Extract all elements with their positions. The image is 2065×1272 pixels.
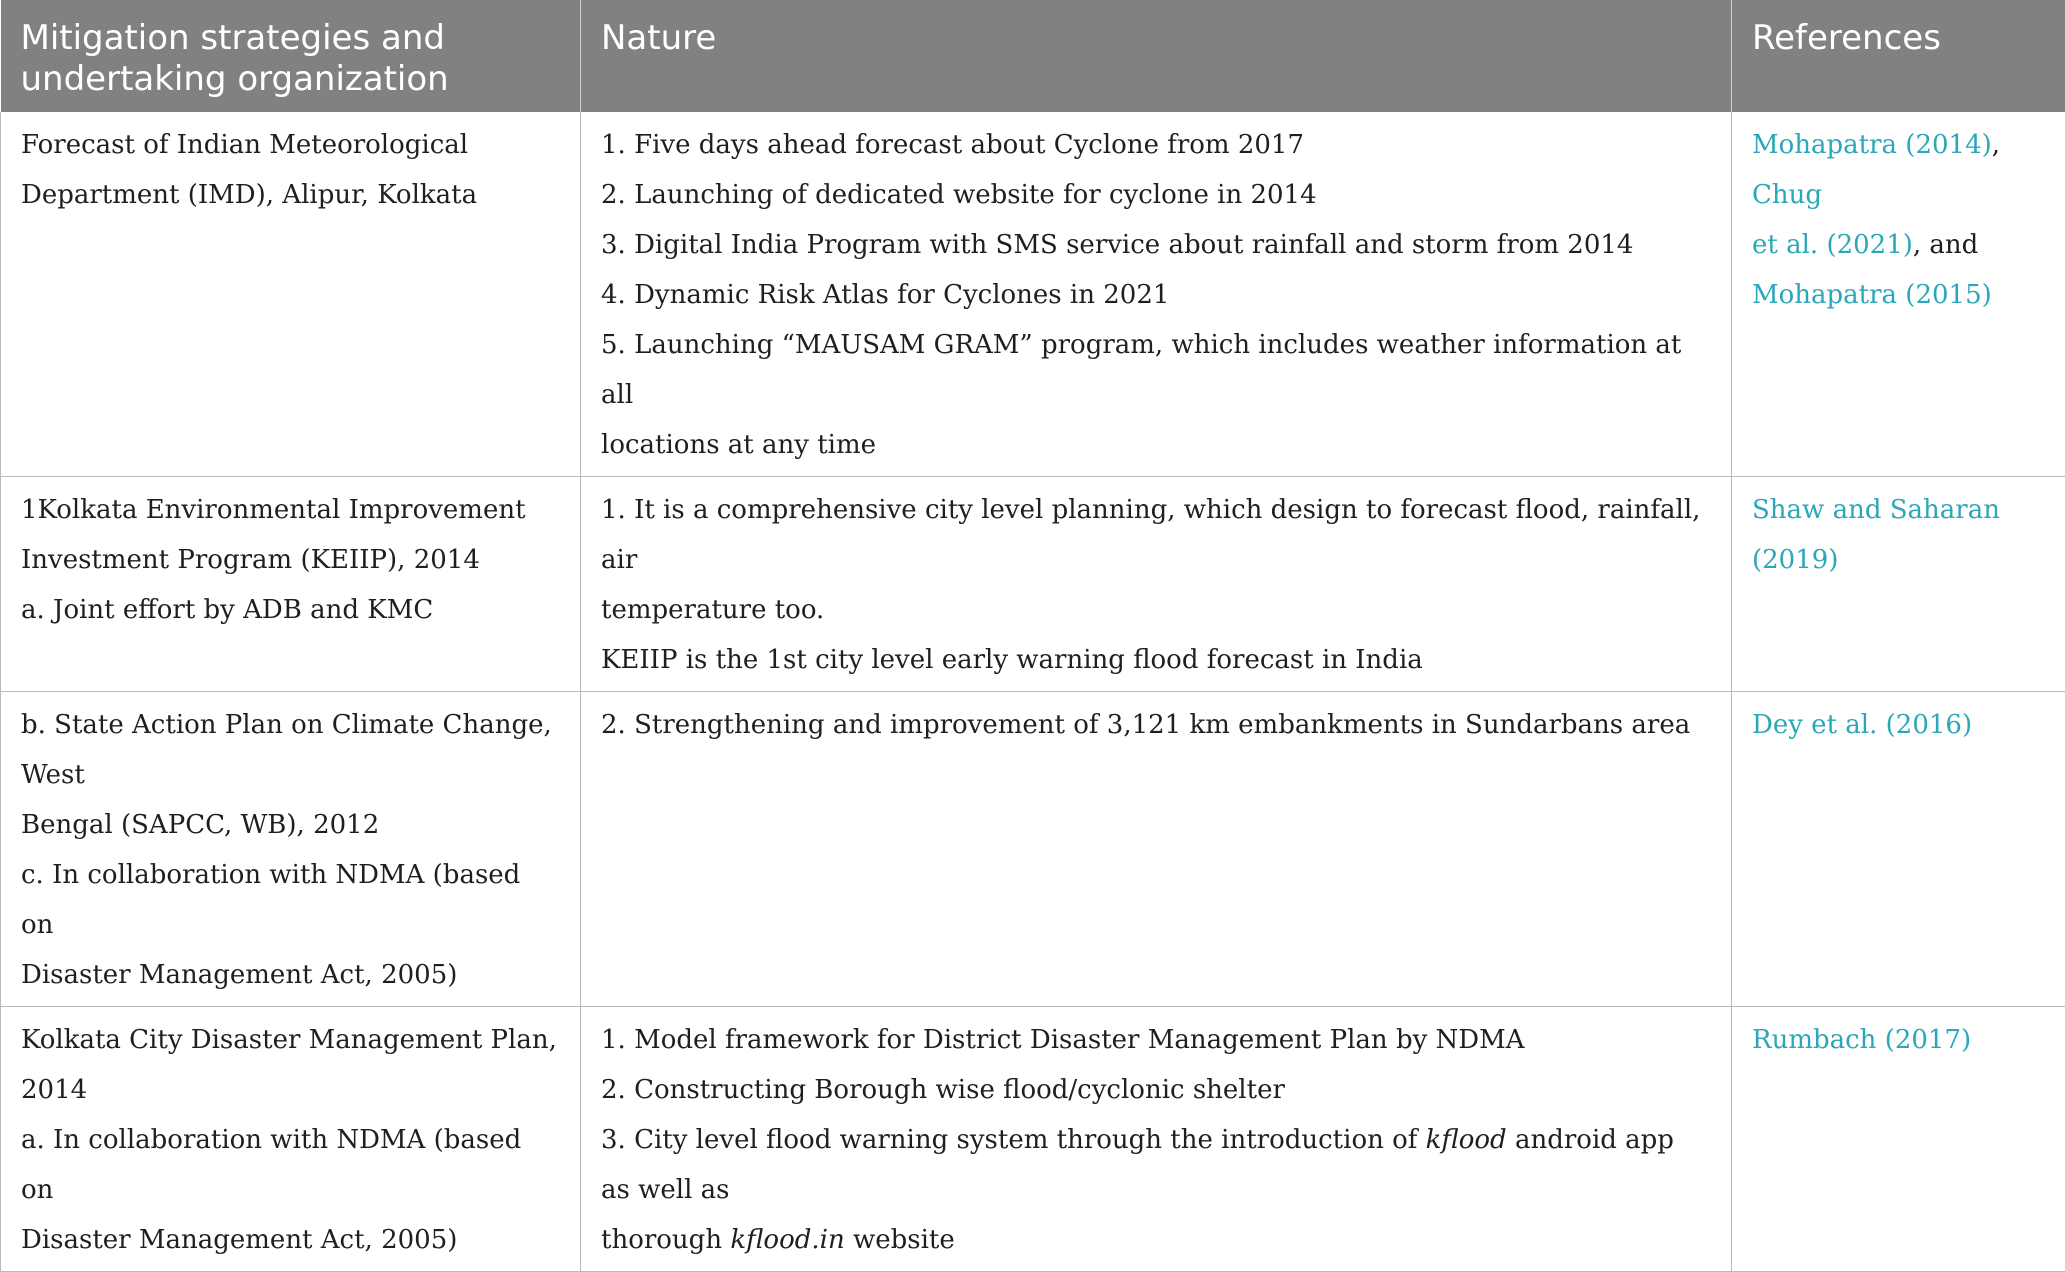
reference-link[interactable]: (2019) [1752, 545, 1838, 575]
nature-text: website [845, 1225, 955, 1255]
strategy-text: 1Kolkata Environmental Improvement [21, 485, 560, 535]
reference-link[interactable]: Dey et al. (2016) [1752, 710, 1972, 740]
header-references: References [1732, 0, 2065, 112]
strategy-text: Forecast of Indian Meteorological [21, 120, 560, 170]
nature-text: locations at any time [601, 420, 1711, 470]
strategy-text: c. In collaboration with NDMA (based on [21, 850, 560, 950]
nature-text-line [601, 1115, 1711, 1215]
strategy-cell [1, 477, 581, 692]
reference-separator: , and [1913, 230, 1978, 260]
strategy-cell [1, 1007, 581, 1272]
strategy-text: Disaster Management Act, 2005) [21, 950, 560, 1000]
table-row [1, 477, 2065, 692]
nature-text: 4. Dynamic Risk Atlas for Cyclones in 2021 [601, 270, 1711, 320]
nature-text: 2. Strengthening and improvement of 3,121 km embankments in Sundarbans area [601, 700, 1711, 750]
reference-separator: , [1992, 130, 2000, 160]
nature-cell [581, 112, 1732, 477]
nature-emphasis: kflood.in [730, 1225, 844, 1255]
nature-emphasis: kflood [1426, 1125, 1507, 1155]
references-cell [1732, 1007, 2065, 1272]
strategy-text: a. Joint effort by ADB and KMC [21, 585, 560, 635]
nature-text: 1. Model framework for District Disaster Management Plan by NDMA [601, 1015, 1711, 1065]
nature-text: 3. City level flood warning system through the introduction of [601, 1125, 1426, 1155]
table-header [1, 0, 2065, 112]
nature-text: temperature too. [601, 585, 1711, 635]
table-row [1, 112, 2065, 477]
strategy-text: Kolkata City Disaster Management Plan, 2014 [21, 1015, 560, 1115]
nature-text: 1. It is a comprehensive city level planning, which design to forecast flood, rainfall, air [601, 485, 1711, 585]
nature-text: 2. Launching of dedicated website for cyclone in 2014 [601, 170, 1711, 220]
nature-text-line [601, 1215, 1711, 1265]
strategy-text: b. State Action Plan on Climate Change, West [21, 700, 560, 800]
nature-cell [581, 692, 1732, 1007]
reference-link[interactable]: Shaw and Saharan [1752, 495, 2000, 525]
nature-text: 1. Five days ahead forecast about Cyclone from 2017 [601, 120, 1711, 170]
strategy-text: Investment Program (KEIIP), 2014 [21, 535, 560, 585]
nature-cell [581, 1007, 1732, 1272]
references-cell [1732, 477, 2065, 692]
header-strategy: Mitigation strategies and undertaking organization [1, 0, 581, 112]
nature-text: 5. Launching “MAUSAM GRAM” program, which includes weather information at all [601, 320, 1711, 420]
nature-text: thorough [601, 1225, 730, 1255]
reference-link[interactable]: et al. (2021) [1752, 230, 1913, 260]
table-row [1, 692, 2065, 1007]
nature-text: android app as well as [601, 1125, 1674, 1205]
strategy-text: Disaster Management Act, 2005) [21, 1215, 560, 1265]
header-nature: Nature [581, 0, 1732, 112]
nature-text: 2. Constructing Borough wise flood/cyclonic shelter [601, 1065, 1711, 1115]
nature-text: 3. Digital India Program with SMS service about rainfall and storm from 2014 [601, 220, 1711, 270]
strategy-text: Bengal (SAPCC, WB), 2012 [21, 800, 560, 850]
reference-link[interactable]: Mohapatra (2014) [1752, 130, 1992, 160]
nature-cell [581, 477, 1732, 692]
strategy-text: Department (IMD), Alipur, Kolkata [21, 170, 560, 220]
header-row [1, 0, 2065, 112]
reference-link[interactable]: Chug [1752, 180, 1822, 210]
reference-link[interactable]: Mohapatra (2015) [1752, 280, 1992, 310]
strategy-cell [1, 692, 581, 1007]
references-cell [1732, 112, 2065, 477]
nature-text: KEIIP is the 1st city level early warning flood forecast in India [601, 635, 1711, 685]
strategy-text: a. In collaboration with NDMA (based on [21, 1115, 560, 1215]
references-cell [1732, 692, 2065, 1007]
reference-link[interactable]: Rumbach (2017) [1752, 1025, 1971, 1055]
table-row [1, 1007, 2065, 1272]
strategy-cell [1, 112, 581, 477]
table-body [1, 112, 2065, 1272]
